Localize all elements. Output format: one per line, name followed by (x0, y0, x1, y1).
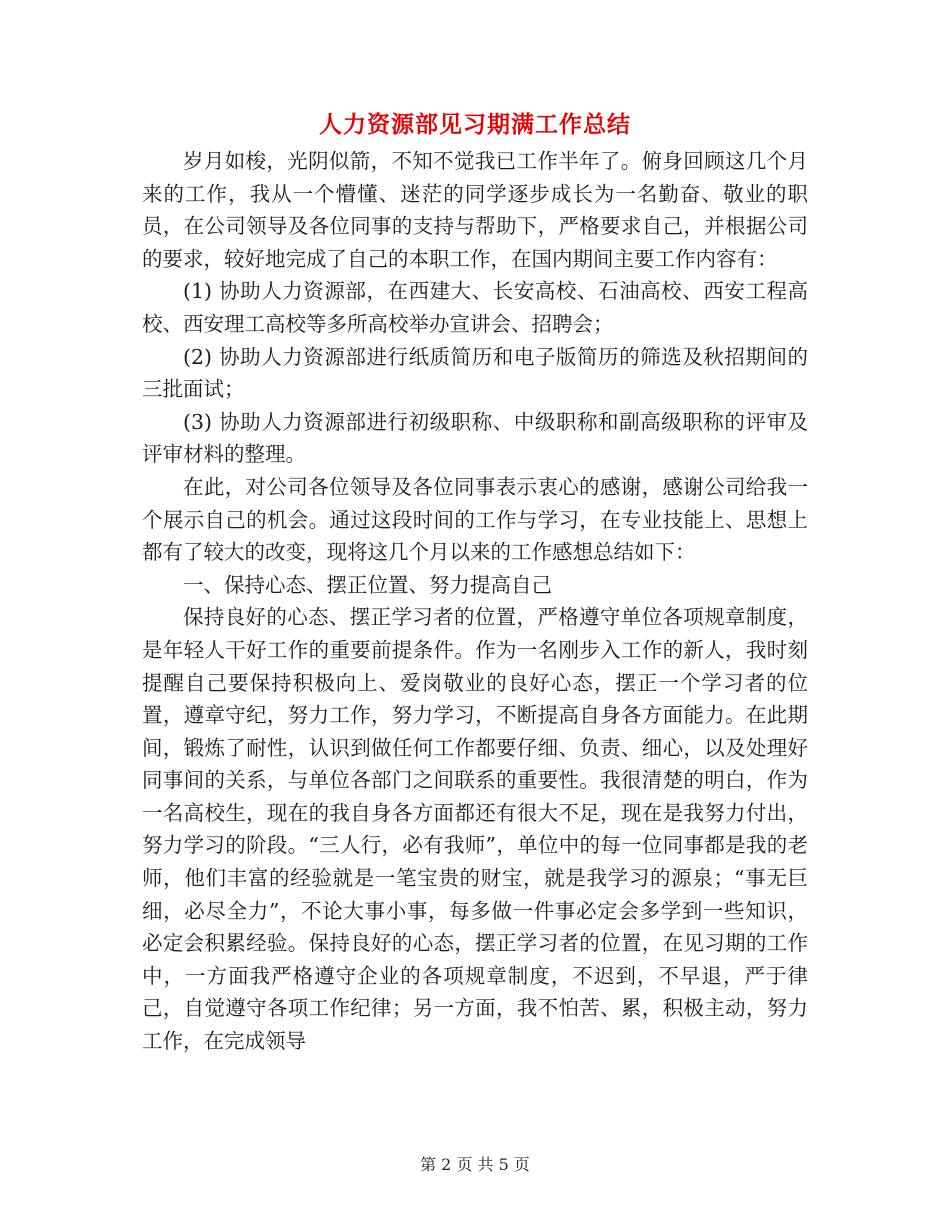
document-page (142, 108, 808, 1058)
paragraph-item-2: (2) 协助人力资源部进行纸质简历和电子版简历的筛选及秋招期间的三批面试； (142, 344, 808, 402)
page-number-footer: 第 2 页 共 5 页 (420, 1155, 530, 1174)
paragraph-intro: 岁月如梭，光阴似箭，不知不觉我已工作半年了。俯身回顾这几个月来的工作，我从一个懵懂、迷茫的同学逐步成长为一名勤奋、敬业的职员，在公司领导及各位同事的支持与帮助下，严格要求自己，并根据公司的要求，较好地完成了自己的本职工作，在国内期间主要工作内容有： (142, 149, 808, 271)
section-heading-1: 一、保持心态、摆正位置、努力提高自己 (183, 572, 552, 597)
paragraph-section-1-body: 保持良好的心态、摆正学习者的位置，严格遵守单位各项规章制度，是年轻人干好工作的重要前提条件。作为一名刚步入工作的新人，我时刻提醒自己要保持积极向上、爱岗敬业的良好心态，摆正一个学习者的位置，遵章守纪，努力工作，努力学习，不断提高自身各方面能力。在此期间，锻炼了耐性，认识到做任何工作都要仔细、负责、细心，以及处理好同事间的关系，与单位各部门之间联系的重要性。我很清楚的明白，作为一名高校生，现在的我自身各方面都还有很大不足，现在是我努力付出，努力学习的阶段。“三人行，必有我师”，单位中的每一位同事都是我的老师，他们丰富的经验就是一笔宝贵的财宝，就是我学习的源泉；“事无巨细，必尽全力”，不论大事小事，每多做一件事必定会多学到一些知识，必定会积累经验。保持良好的心态，摆正学习者的位置，在见习期的工作中，一方面我严格遵守企业的各项规章制度，不迟到，不早退，严于律己，自觉遵守各项工作纪律；另一方面，我不怕苦、累，积极主动，努力工作，在完成领导 (142, 605, 808, 1054)
paragraph-thanks: 在此，对公司各位领导及各位同事表示衷心的感谢，感谢公司给我一个展示自己的机会。通过这段时间的工作与学习，在专业技能上、思想上都有了较大的改变，现将这几个月以来的工作感想总结如下： (142, 474, 808, 565)
paragraph-item-1: (1) 协助人力资源部，在西建大、长安高校、石油高校、西安工程高校、西安理工高校等多所高校举办宣讲会、招聘会； (142, 279, 808, 336)
document-title: 人力资源部见习期满工作总结 (319, 111, 631, 138)
paragraph-item-3: (3) 协助人力资源部进行初级职称、中级职称和副高级职称的评审及评审材料的整理。 (142, 409, 808, 467)
